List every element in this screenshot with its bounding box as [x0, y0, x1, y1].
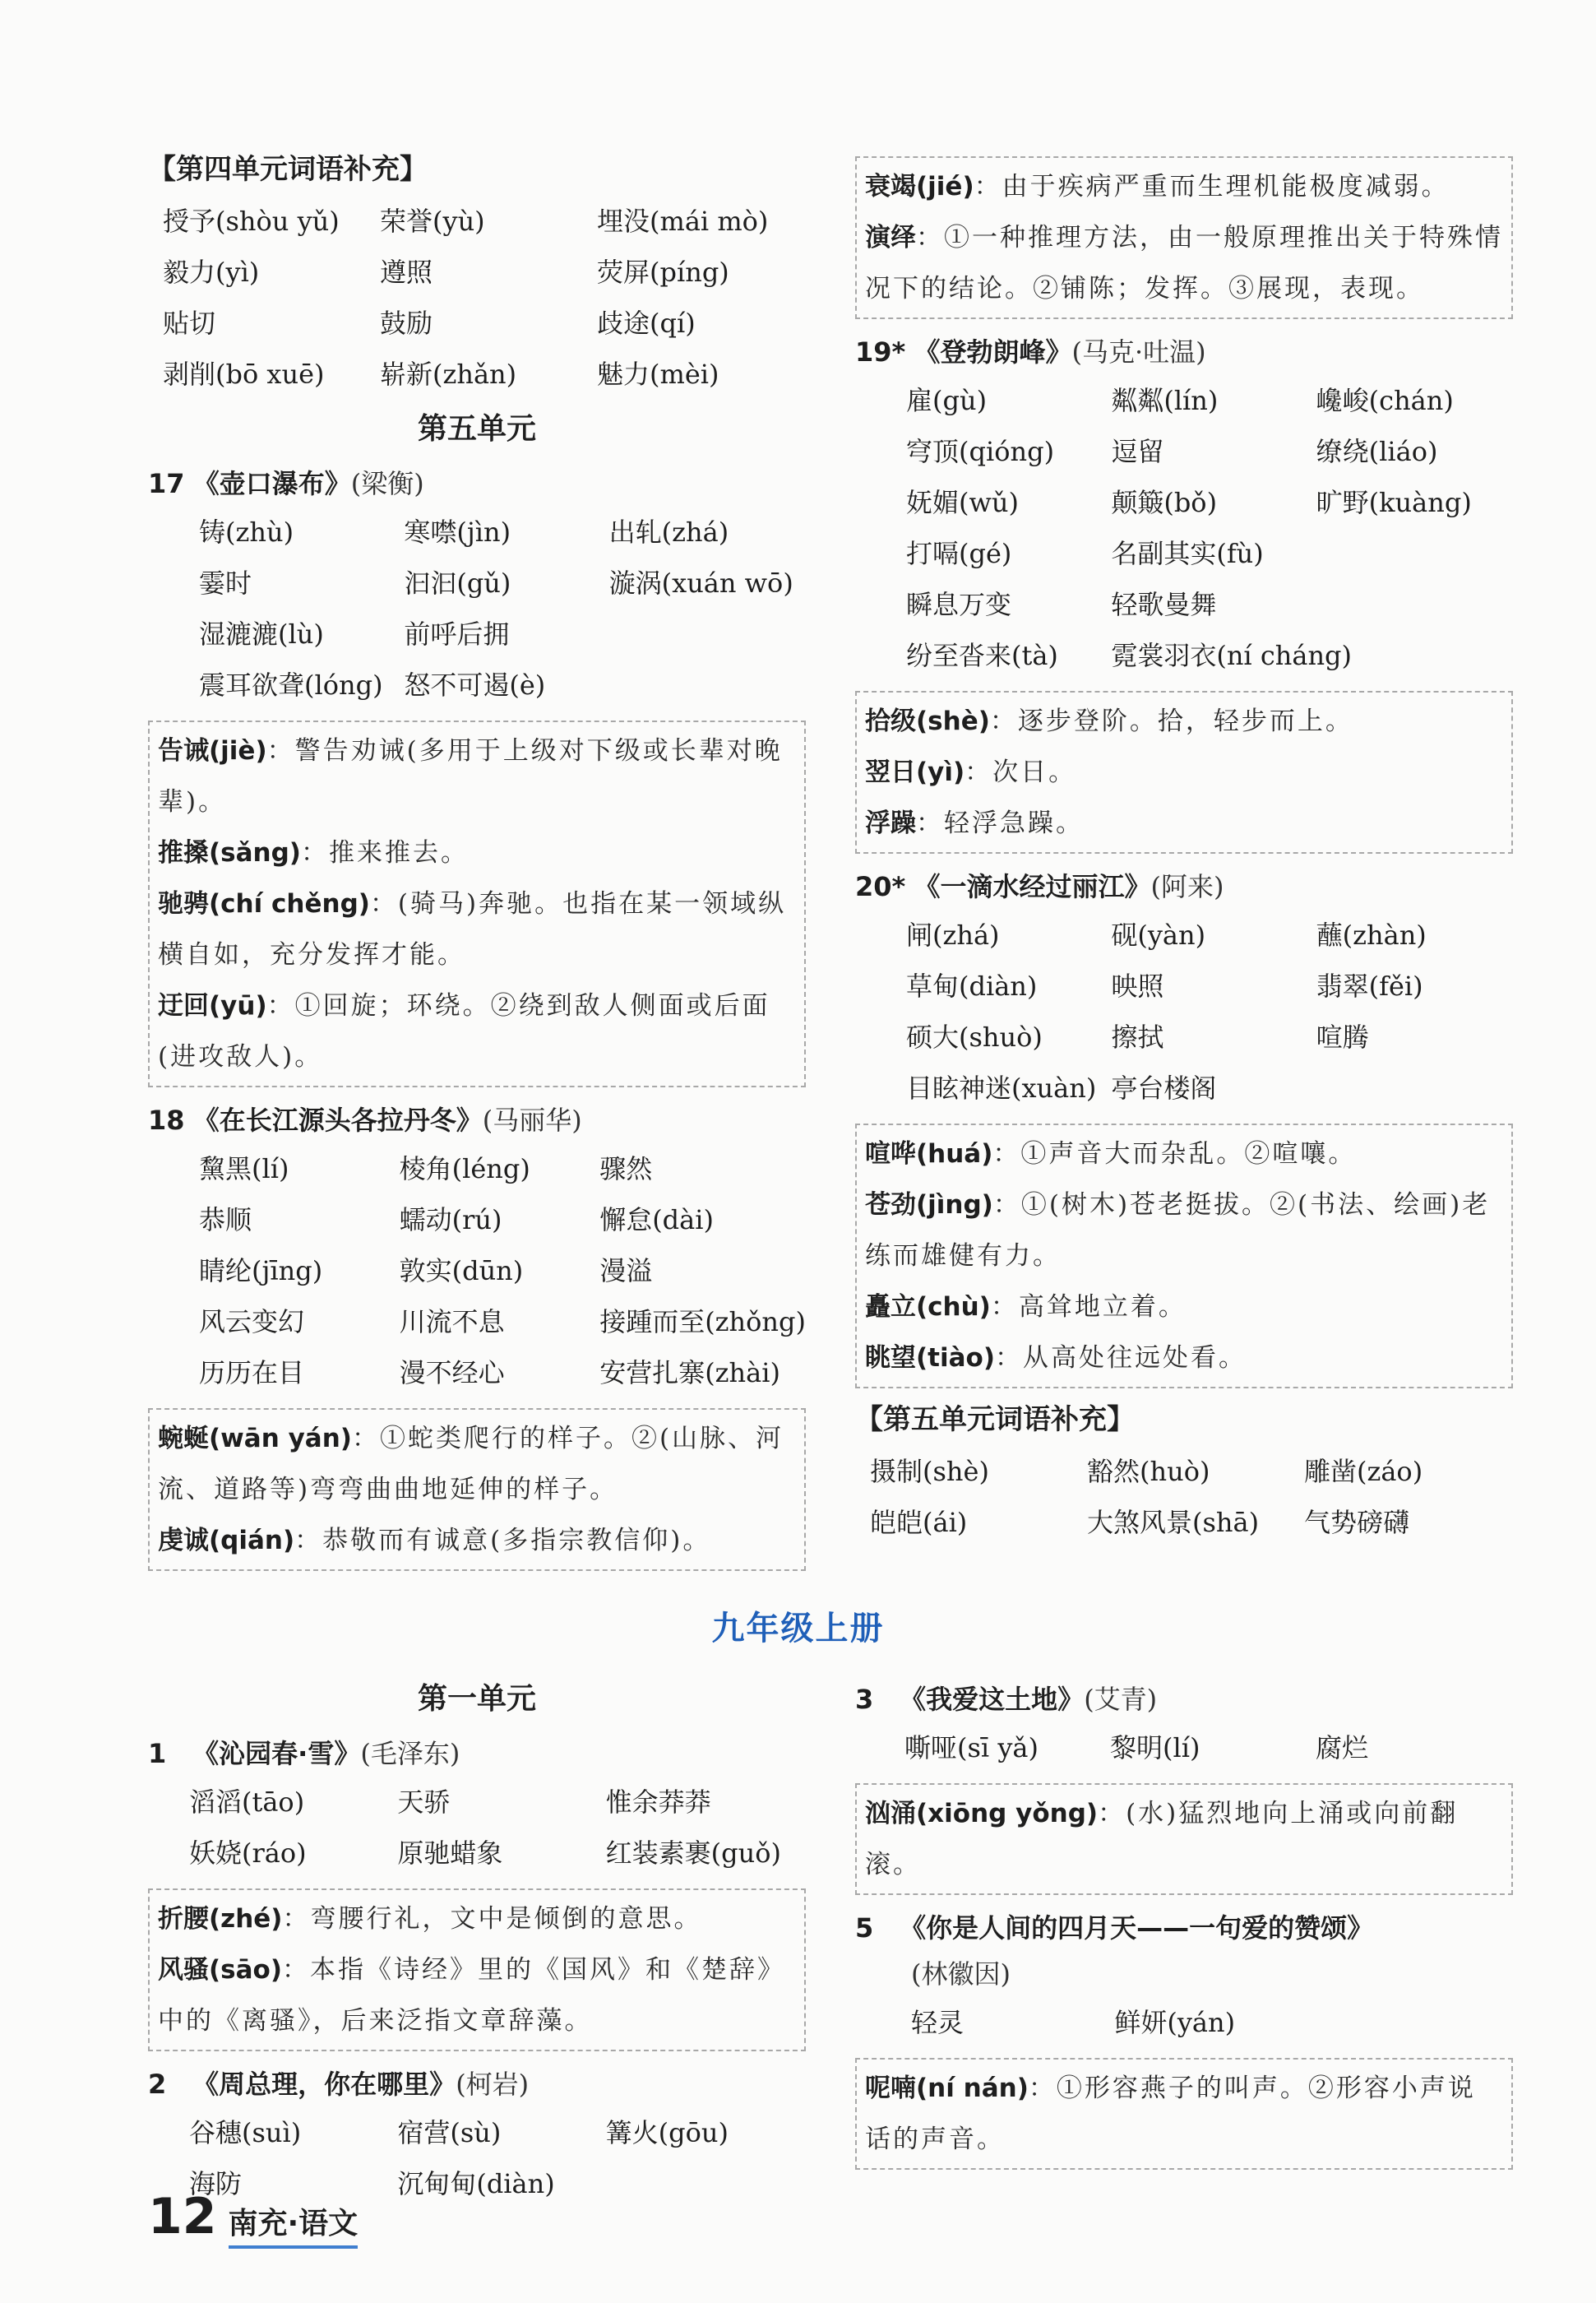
lesson-title: 《登勃朗峰》 — [914, 336, 1072, 368]
definition-text: ：①蛇类爬行的样子。②(山脉、河流、道路等)弯弯曲曲地延伸的样子。 — [158, 1424, 784, 1504]
word: 闸(zhá) — [906, 920, 1000, 951]
word: 逗留 — [1111, 436, 1164, 467]
definition-text: ：次日。 — [965, 758, 1077, 787]
word: 穹顶(qióng) — [906, 436, 1055, 467]
word: 巉峻(chán) — [1316, 385, 1454, 416]
definition-text: ：恭敬而有诚意(多指宗教信仰)。 — [294, 1526, 711, 1555]
definition — [865, 212, 1503, 314]
word: 喧腾 — [1316, 1022, 1369, 1053]
lesson-title: 《壶口瀑布》 — [192, 468, 351, 499]
definition-term: 折腰(zhé) — [158, 1904, 283, 1934]
word: 寒噤(jìn) — [404, 517, 511, 548]
definition — [865, 161, 1503, 212]
word: 豁然(huò) — [1087, 1456, 1210, 1487]
definition — [158, 1515, 796, 1566]
word: 名副其实(fù) — [1111, 538, 1264, 569]
lesson-author: (梁衡) — [350, 468, 424, 499]
page-number: 12 — [148, 2188, 217, 2245]
word: 前呼后拥 — [404, 619, 510, 650]
definition — [158, 878, 796, 980]
lesson-17-heading — [148, 461, 806, 507]
lesson-author-line — [855, 1951, 1513, 1997]
word: 睛纶(jīng) — [199, 1255, 323, 1286]
word: 天骄 — [397, 1786, 451, 1818]
word: 缭绕(liáo) — [1316, 436, 1438, 467]
word: 怒不可遏(è) — [404, 670, 546, 701]
word: 漩涡(xuán wō) — [608, 568, 793, 599]
word: 谷穗(suì) — [189, 2117, 302, 2148]
word: 授予(shòu yǔ) — [163, 206, 340, 237]
word: 剥削(bō xuē) — [163, 359, 325, 390]
lesson-18-definitions — [148, 1408, 806, 1571]
definition — [865, 1128, 1503, 1179]
definition-text: ：(水)猛烈地向上涌或向前翻滚。 — [865, 1799, 1459, 1879]
definition-term: 驰骋(chí chěng) — [158, 889, 370, 919]
unit4-supplement-title: 【第四单元词语补充】 — [148, 153, 428, 186]
word: 大煞风景(shā) — [1087, 1507, 1260, 1538]
definition-term: 喧哗(huá) — [865, 1139, 993, 1169]
lesson-19-heading — [855, 329, 1513, 375]
word: 旷野(kuàng) — [1316, 487, 1472, 518]
definition-text: ：逐步登阶。拾，轻步而上。 — [989, 707, 1353, 736]
word: 惟余莽莽 — [605, 1786, 711, 1818]
definition-term: 演绎 — [865, 223, 916, 253]
word: 沉甸甸(diàn) — [397, 2168, 555, 2199]
word: 粼粼(lín) — [1111, 385, 1219, 416]
lesson-title: 《在长江源头各拉丹冬》 — [192, 1105, 483, 1136]
lesson-3-words — [855, 1722, 1513, 1773]
lesson-1-definitions — [148, 1888, 806, 2051]
word: 蠕动(rú) — [399, 1204, 502, 1235]
unit5-supplement-words — [855, 1446, 1513, 1548]
word: 翡翠(fěi) — [1316, 971, 1423, 1002]
lesson-author: (林徽因) — [911, 1958, 1011, 1990]
lesson-number: 5 — [855, 1912, 874, 1944]
definition-term: 呢喃(ní nán) — [865, 2074, 1029, 2103]
lesson-17-definitions — [148, 721, 806, 1087]
word: 蘸(zhàn) — [1316, 920, 1427, 951]
definition — [158, 980, 796, 1082]
word: 荣誉(yù) — [380, 206, 485, 237]
word: 湿漉漉(lù) — [199, 619, 324, 650]
definition — [865, 696, 1503, 747]
definition-text: ：轻浮急躁。 — [916, 809, 1084, 838]
grade-9-volume-1-heading: 九年级上册 — [711, 1610, 885, 1647]
word: 宿营(sù) — [397, 2117, 502, 2148]
lesson-19-definitions — [855, 691, 1513, 854]
definition-text: ：高耸地立着。 — [990, 1292, 1187, 1322]
definition — [158, 1944, 796, 2046]
word: 纷至沓来(tà) — [906, 640, 1058, 671]
lesson-1-words — [148, 1777, 806, 1879]
definition-term: 蜿蜒(wān yán) — [158, 1424, 352, 1453]
definition-term: 迂回(yū) — [158, 991, 267, 1021]
word: 黧黑(lí) — [199, 1153, 289, 1184]
definition-term: 虔诚(qián) — [158, 1526, 295, 1555]
lower-left-column — [148, 1670, 806, 2209]
word: 荧屏(píng) — [597, 257, 729, 288]
word: 震耳欲聋(lóng) — [199, 670, 383, 701]
word: 气势磅礴 — [1304, 1507, 1410, 1538]
definition — [158, 827, 796, 878]
definition-text: ：①回旋；环绕。②绕到敌人侧面或后面(进攻敌人)。 — [158, 991, 770, 1072]
lesson-5-heading — [855, 1905, 1513, 1997]
word: 毅力(yì) — [163, 257, 260, 288]
word: 贴切 — [163, 308, 216, 339]
definition-term: 眺望(tiào) — [865, 1343, 995, 1373]
definition — [865, 1332, 1503, 1383]
word: 鼓励 — [380, 308, 433, 339]
lesson-number: 20* — [855, 871, 906, 902]
lesson-19-words — [855, 375, 1513, 681]
definition-text: ：本指《诗经》里的《国风》和《楚辞》中的《离骚》，后来泛指文章辞藻。 — [158, 1955, 786, 2036]
word: 皑皑(ái) — [870, 1507, 968, 1538]
definition — [865, 1788, 1503, 1890]
unit1-heading: 第一单元 — [417, 1682, 536, 1716]
page-footer — [148, 2188, 358, 2249]
word: 出轧(zhá) — [608, 517, 729, 548]
word: 摄制(shè) — [870, 1456, 989, 1487]
word: 腐烂 — [1316, 1732, 1369, 1763]
unit5-heading: 第五单元 — [417, 412, 536, 446]
lesson-title: 《我爱这土地》 — [900, 1684, 1085, 1715]
lesson-author: (马克·吐温) — [1071, 336, 1206, 368]
word: 原驰蜡象 — [397, 1837, 503, 1869]
lesson-author: (马丽华) — [482, 1105, 582, 1136]
lesson-author: (艾青) — [1084, 1684, 1158, 1715]
lesson-18-words — [148, 1143, 806, 1398]
lesson-17-words — [148, 507, 806, 711]
definition-text: ：①声音大而杂乱。②喧嚷。 — [992, 1139, 1357, 1169]
unit5-supplement-title: 【第五单元词语补充】 — [855, 1403, 1135, 1436]
word: 霎时 — [199, 568, 252, 599]
definition — [158, 1413, 796, 1515]
definition-term: 翌日(yì) — [865, 758, 965, 787]
word: 汩汩(gǔ) — [404, 568, 511, 599]
word: 懈怠(dài) — [599, 1204, 714, 1235]
word: 漫不经心 — [399, 1357, 505, 1388]
word: 接踵而至(zhǒng) — [599, 1306, 806, 1337]
lesson-number: 3 — [855, 1684, 874, 1715]
word: 映照 — [1111, 971, 1164, 1002]
word: 漫溢 — [599, 1255, 653, 1286]
definition-text: ：推来推去。 — [300, 838, 469, 868]
word: 雇(gù) — [906, 385, 988, 416]
lesson-number: 18 — [148, 1105, 185, 1136]
word: 遵照 — [380, 257, 433, 288]
word: 安营扎寨(zhài) — [599, 1357, 780, 1388]
lesson-number: 2 — [148, 2069, 167, 2100]
word: 黎明(lí) — [1110, 1732, 1200, 1763]
lower-right-column — [855, 1670, 1513, 2180]
lesson-3-definitions — [855, 1783, 1513, 1895]
word: 海防 — [189, 2168, 243, 2199]
lesson-18-heading — [148, 1097, 806, 1143]
lesson-number: 19* — [855, 336, 906, 368]
definition — [865, 1179, 1503, 1281]
lesson-20-words — [855, 910, 1513, 1114]
word: 崭新(zhǎn) — [380, 359, 517, 390]
definition-text: ：警告劝诫(多用于上级对下级或长辈对晚辈)。 — [158, 736, 783, 817]
word: 瞬息万变 — [906, 589, 1012, 620]
word: 历历在目 — [199, 1357, 305, 1388]
word: 擦拭 — [1111, 1022, 1164, 1053]
word: 妖娆(ráo) — [189, 1837, 307, 1869]
word: 轻歌曼舞 — [1111, 589, 1217, 620]
word: 篝火(gōu) — [605, 2117, 729, 2148]
lesson-5-words — [855, 1997, 1513, 2048]
definition-term: 浮躁 — [865, 809, 916, 838]
word: 风云变幻 — [199, 1306, 305, 1337]
word: 鲜妍(yán) — [1114, 2007, 1236, 2038]
definition-term: 衰竭(jié) — [865, 172, 974, 202]
unit4-supplement-words — [148, 196, 806, 400]
word: 滔滔(tāo) — [189, 1786, 305, 1818]
word: 红装素裹(guǒ) — [605, 1837, 781, 1869]
publication-label: 南充·语文 — [229, 2200, 359, 2249]
definition-term: 告诫(jiè) — [158, 736, 267, 766]
lesson-number: 1 — [148, 1738, 167, 1769]
lesson-3-heading — [855, 1676, 1513, 1722]
word: 轻灵 — [911, 2007, 965, 2038]
definition-term: 苍劲(jìng) — [865, 1190, 993, 1220]
definition-term: 风骚(sāo) — [158, 1955, 283, 1985]
word: 硕大(shuò) — [906, 1022, 1043, 1053]
definition-term: 拾级(shè) — [865, 707, 990, 736]
lesson-20-heading — [855, 864, 1513, 910]
word: 棱角(léng) — [399, 1153, 530, 1184]
word: 妩媚(wǔ) — [906, 487, 1019, 518]
definition — [158, 725, 796, 827]
word: 亭台楼阁 — [1111, 1073, 1217, 1104]
left-column — [148, 148, 806, 1581]
word: 魅力(mèi) — [597, 359, 719, 390]
word: 颠簸(bǒ) — [1111, 487, 1218, 518]
definition — [865, 2063, 1503, 2165]
word: 砚(yàn) — [1111, 920, 1206, 951]
word: 敦实(dūn) — [399, 1255, 524, 1286]
lesson-author: (毛泽东) — [360, 1738, 460, 1769]
word: 霓裳羽衣(ní cháng) — [1111, 640, 1353, 671]
lesson-2-heading — [148, 2061, 806, 2107]
definition-term: 矗立(chù) — [865, 1292, 991, 1322]
word: 嘶哑(sī yǎ) — [904, 1732, 1039, 1763]
word: 川流不息 — [399, 1306, 505, 1337]
definition — [865, 1281, 1503, 1332]
lesson-title: 《你是人间的四月天——一句爱的赞颂》 — [900, 1912, 1374, 1944]
definition-text: ：①一种推理方法，由一般原理推出关于特殊情况下的结论。②铺陈；发挥。③展现，表现。 — [865, 223, 1503, 304]
lesson-5-definitions — [855, 2058, 1513, 2170]
word: 埋没(mái mò) — [597, 206, 769, 237]
definition-term: 推搡(sǎng) — [158, 838, 301, 868]
lesson-author: (柯岩) — [456, 2069, 530, 2100]
word: 打嗝(gé) — [906, 538, 1012, 569]
definition-text: ：(骑马)奔驰。也指在某一领域纵横自如，充分发挥才能。 — [158, 889, 787, 970]
definition — [158, 1893, 796, 1944]
word: 目眩神迷(xuàn) — [906, 1073, 1097, 1104]
right-column — [855, 156, 1513, 1548]
word: 恭顺 — [199, 1204, 252, 1235]
definition — [865, 747, 1503, 798]
word: 铸(zhù) — [199, 517, 294, 548]
lesson-author: (阿来) — [1150, 871, 1224, 902]
definition — [865, 798, 1503, 849]
carryover-definitions — [855, 156, 1513, 319]
lesson-number: 17 — [148, 468, 185, 499]
lesson-1-heading — [148, 1731, 806, 1777]
lesson-title: 《一滴水经过丽江》 — [914, 871, 1151, 902]
lesson-title: 《周总理，你在哪里》 — [192, 2069, 456, 2100]
word: 雕凿(záo) — [1304, 1456, 1423, 1487]
definition-text: ：从高处往远处看。 — [995, 1343, 1247, 1373]
definition-text: ：弯腰行礼，文中是倾倒的意思。 — [282, 1904, 702, 1934]
word: 歧途(qí) — [597, 308, 696, 339]
lesson-20-definitions — [855, 1124, 1513, 1388]
lesson-title: 《沁园春·雪》 — [192, 1738, 361, 1769]
word: 骤然 — [599, 1153, 653, 1184]
definition-text: ：①(树木)苍老挺拔。②(书法、绘画)老练而雄健有力。 — [865, 1190, 1491, 1271]
definition-text: ：①形容燕子的叫声。②形容小声说话的声音。 — [865, 2074, 1476, 2154]
word: 草甸(diàn) — [906, 971, 1038, 1002]
definition-term: 汹涌(xiōng yǒng) — [865, 1799, 1099, 1828]
definition-text: ：由于疾病严重而生理机能极度减弱。 — [974, 172, 1450, 202]
